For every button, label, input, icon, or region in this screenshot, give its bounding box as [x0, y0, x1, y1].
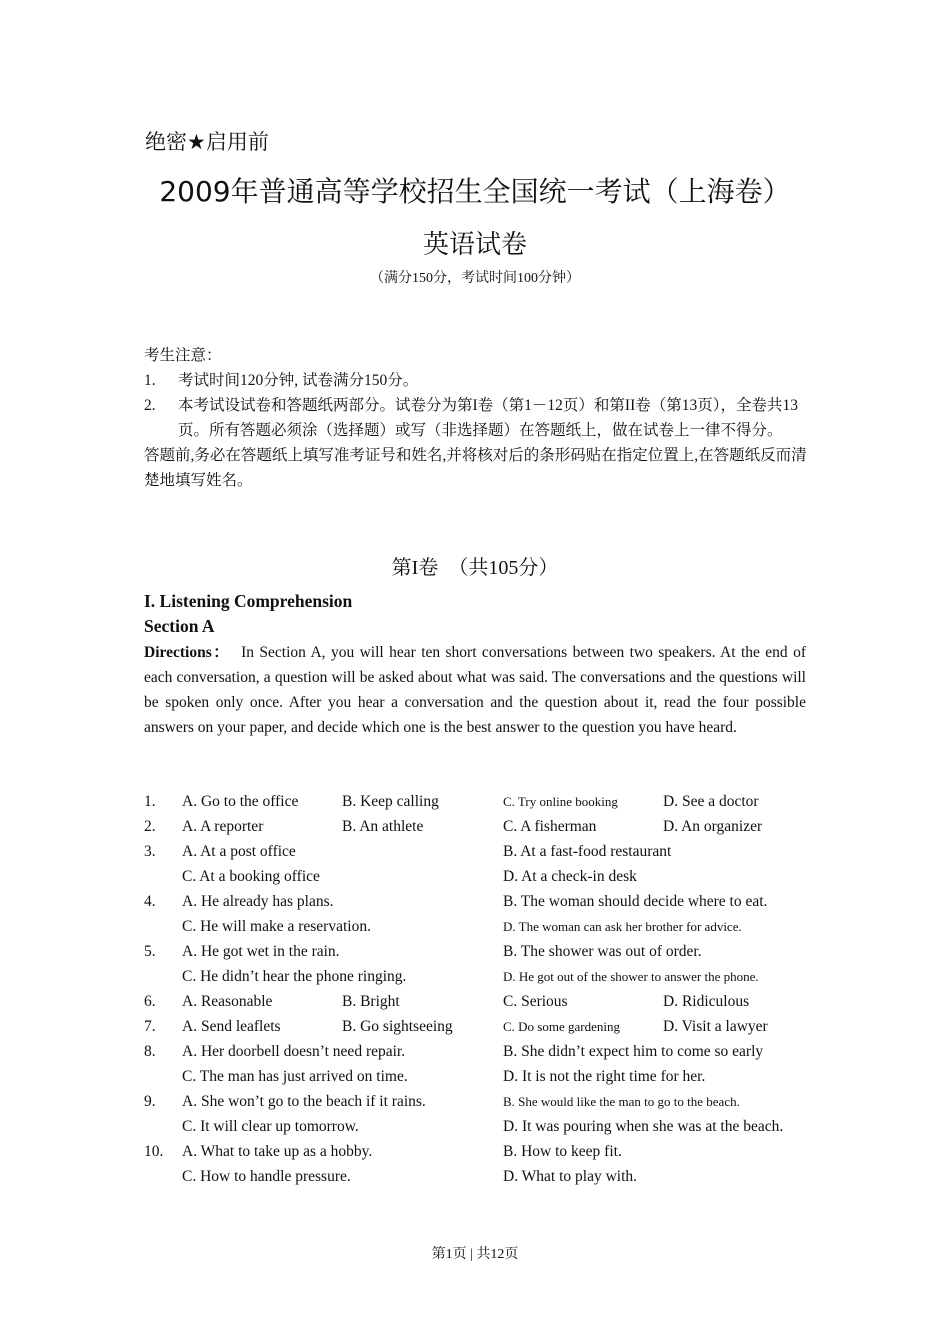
option-b: B. An athlete [342, 818, 424, 835]
notice-footer-text: 答题前,务必在答题纸上填写准考证号和姓名,并将核对后的条形码贴在指定位置上,在答题纸反而清楚地填写姓名。 [144, 447, 807, 489]
question-row-continued [144, 1064, 824, 1089]
question-row [144, 889, 824, 914]
option-c: C. He will make a reservation. [182, 918, 371, 935]
confidential-mark: 绝密★启用前 [145, 130, 269, 154]
question-row-continued [144, 864, 824, 889]
option-b: B. She would like the man to go to the beach. [503, 1094, 740, 1109]
notice-item-text: 考试时间120分钟, 试卷满分150分。 [178, 372, 419, 389]
question-number: 2. [144, 818, 156, 835]
score-info: （满分150分，考试时间100分钟） [370, 271, 580, 286]
notice-heading: 考生注意： [144, 347, 222, 364]
question-row [144, 814, 824, 839]
question-row [144, 989, 824, 1014]
page-number: 第1页 | 共12页 [431, 1247, 519, 1262]
option-c: C. Do some gardening [503, 1019, 620, 1034]
option-b: B. The woman should decide where to eat. [503, 893, 768, 910]
question-number: 3. [144, 843, 156, 860]
option-d: D. See a doctor [663, 793, 759, 810]
option-a: A. Her doorbell doesn’t need repair. [182, 1043, 406, 1060]
option-c: C. At a booking office [182, 868, 320, 885]
question-row-continued [144, 1164, 824, 1189]
option-a: A. What to take up as a hobby. [182, 1143, 373, 1160]
question-number: 9. [144, 1093, 156, 1110]
option-d: D. It is not the right time for her. [503, 1068, 706, 1085]
option-a: A. At a post office [182, 843, 296, 860]
question-number: 4. [144, 893, 156, 910]
notice-item-number: 1. [144, 372, 156, 389]
option-a: A. He got wet in the rain. [182, 943, 340, 960]
option-d: D. It was pouring when she was at the beach. [503, 1118, 784, 1135]
option-a: A. Go to the office [182, 793, 299, 810]
question-row [144, 1139, 824, 1164]
directions-label: Directions： [144, 644, 231, 661]
question-row-continued [144, 1114, 824, 1139]
section-heading: I. Listening Comprehension [144, 591, 353, 611]
candidate-notice [144, 343, 809, 493]
question-row [144, 1014, 824, 1039]
exam-subtitle: 英语试卷 [422, 230, 527, 260]
directions-text: In Section A, you will hear ten short conversations between two speakers. At the end of each conversation, a question will be asked about what was said. The conversations and the questions will be spoken only once. After you hear a conversation and the question about it, read the four possible answers on your paper, and decide which one is the best answer to the question you have heard. [144, 644, 806, 736]
question-number: 5. [144, 943, 156, 960]
option-c: C. Serious [503, 993, 568, 1010]
question-number: 7. [144, 1018, 156, 1035]
question-row-continued [144, 914, 824, 939]
option-d: D. Visit a lawyer [663, 1018, 768, 1035]
notice-item [144, 368, 809, 393]
question-row [144, 1039, 824, 1064]
option-d: D. At a check-in desk [503, 868, 637, 885]
option-a: A. A reporter [182, 818, 264, 835]
option-b: B. How to keep fit. [503, 1143, 622, 1160]
question-list [144, 789, 824, 1189]
option-a: A. Reasonable [182, 993, 273, 1010]
question-number: 10. [144, 1143, 164, 1160]
question-number: 6. [144, 993, 156, 1010]
question-number: 8. [144, 1043, 156, 1060]
question-row [144, 839, 824, 864]
option-b: B. The shower was out of order. [503, 943, 702, 960]
notice-item-text: 本考试设试卷和答题纸两部分。试卷分为第I卷（第1－12页）和第II卷（第13页），全卷共13页。所有答题必须涂（选择题）或写（非选择题）在答题纸上，做在试卷上一律不得分。 [178, 397, 798, 439]
question-row [144, 1089, 824, 1114]
option-b: B. Keep calling [342, 793, 439, 810]
option-c: C. Try online booking [503, 794, 618, 809]
option-d: D. The woman can ask her brother for advice. [503, 919, 742, 934]
option-a: A. Send leaflets [182, 1018, 281, 1035]
question-number: 1. [144, 793, 156, 810]
option-c: C. How to handle pressure. [182, 1168, 351, 1185]
question-row [144, 939, 824, 964]
part-title: 第I卷 （共105分） [391, 557, 559, 579]
notice-item [144, 393, 809, 443]
option-d: D. He got out of the shower to answer the phone. [503, 969, 759, 984]
question-row [144, 789, 824, 814]
option-c: C. The man has just arrived on time. [182, 1068, 408, 1085]
option-c: C. A fisherman [503, 818, 597, 835]
option-d: D. Ridiculous [663, 993, 750, 1010]
option-c: C. He didn’t hear the phone ringing. [182, 968, 407, 985]
option-d: D. An organizer [663, 818, 763, 835]
option-b: B. She didn’t expect him to come so early [503, 1043, 764, 1060]
option-c: C. It will clear up tomorrow. [182, 1118, 359, 1135]
question-row-continued [144, 964, 824, 989]
option-b: B. Go sightseeing [342, 1018, 453, 1035]
option-a: A. She won’t go to the beach if it rains. [182, 1093, 426, 1110]
option-d: D. What to play with. [503, 1168, 638, 1185]
option-b: B. At a fast-food restaurant [503, 843, 672, 860]
option-b: B. Bright [342, 993, 400, 1010]
option-a: A. He already has plans. [182, 893, 334, 910]
subsection-heading: Section A [144, 616, 215, 636]
notice-item-number: 2. [144, 397, 156, 414]
exam-title: 2009年普通高等学校招生全国统一考试（上海卷） [159, 175, 791, 208]
directions [144, 640, 806, 740]
